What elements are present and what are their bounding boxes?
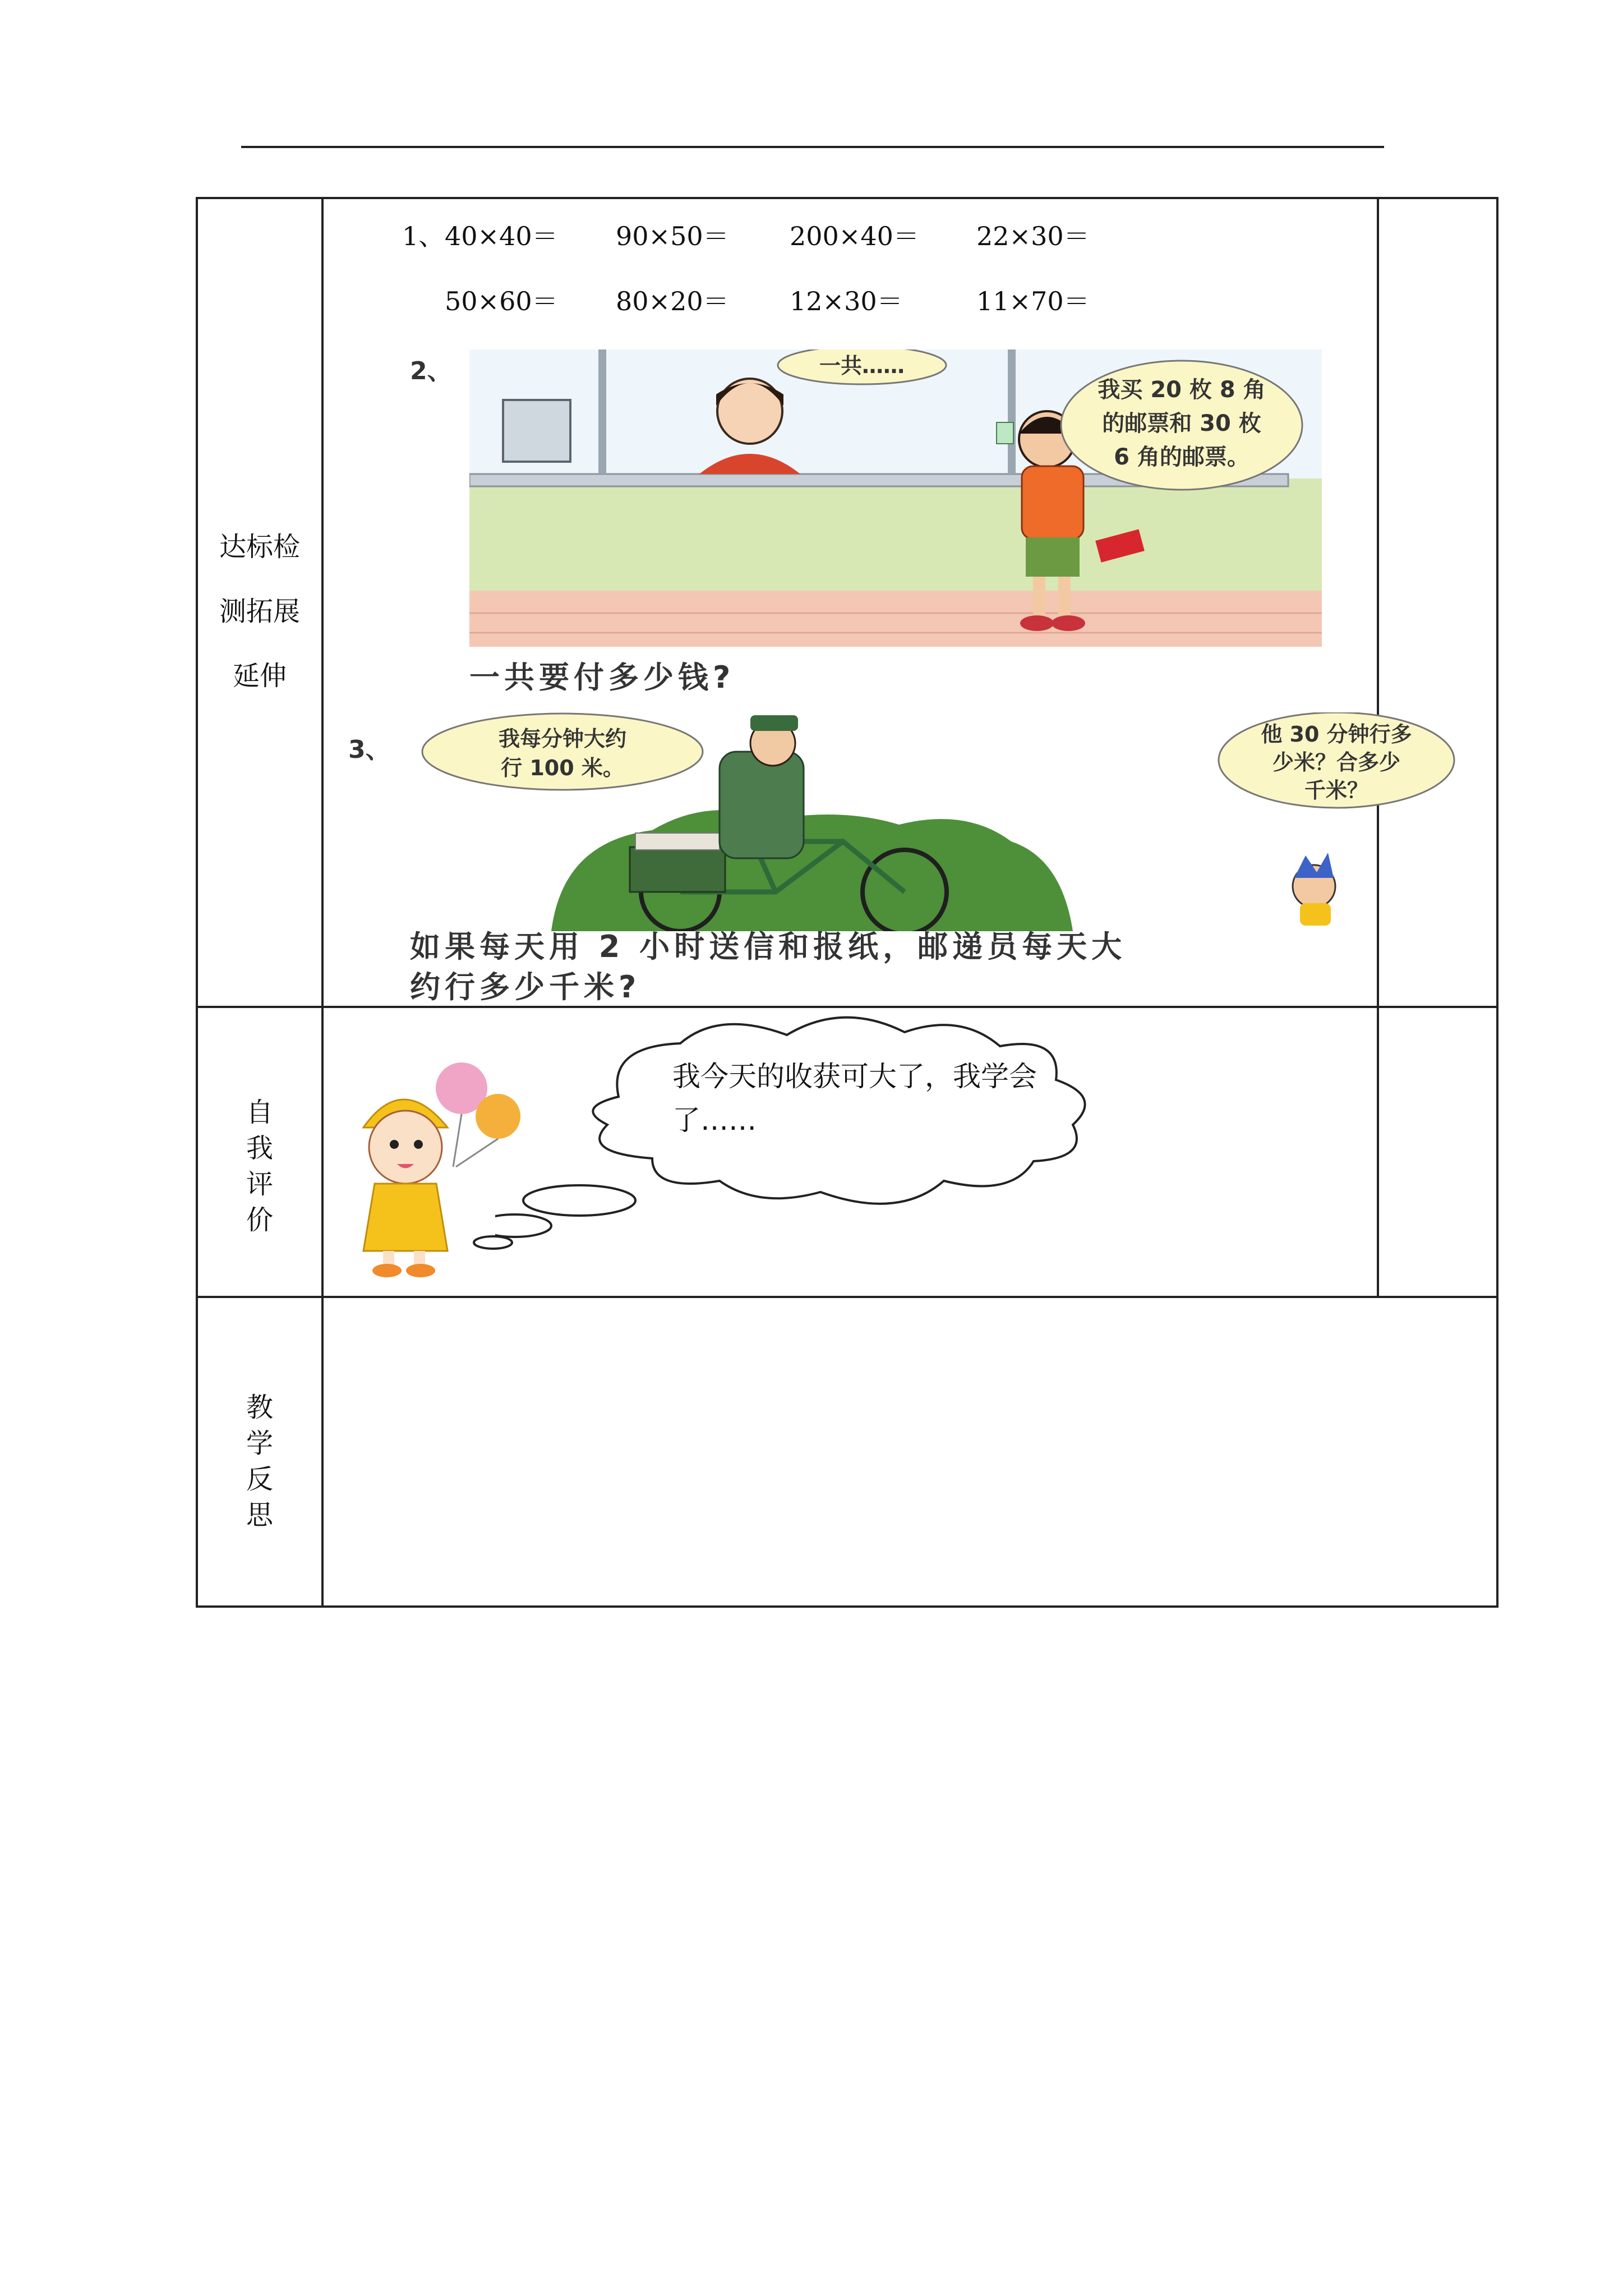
row-label-char: 思 (246, 1499, 273, 1531)
postman-bubble-line: 行 100 米。 (501, 756, 624, 780)
row-label-char: 价 (246, 1204, 273, 1236)
header-rule (241, 146, 1384, 148)
thought-trail (467, 1231, 546, 1254)
row-divider-2 (198, 1296, 1496, 1298)
postman-body (720, 752, 804, 858)
expression: 12×30＝ (790, 286, 903, 316)
boy-shorts (1026, 537, 1080, 577)
exercise-1-number: 1、 (402, 221, 445, 251)
floor (469, 591, 1322, 647)
col-divider-1 (321, 199, 324, 1605)
newspapers (635, 833, 720, 850)
expression: 50×60＝ (445, 286, 558, 316)
row-label-line: 延伸 (232, 660, 287, 692)
row-label-line: 达标检 (219, 531, 300, 563)
thought-dot-large (523, 1185, 635, 1216)
window-frame-right (1008, 349, 1016, 474)
mail-bag (630, 847, 725, 892)
exercise-2-question: 一共要付多少钱? (469, 660, 735, 695)
row-label-reflection (198, 1389, 321, 1533)
row-label-char: 教 (246, 1392, 273, 1423)
exercise-3-question-line1: 如果每天用 2 小时送信和报纸，邮递员每天大 (410, 929, 1127, 964)
boy-bubble-line: 6 角的邮票。 (1114, 444, 1249, 470)
row-label-char: 我 (246, 1133, 273, 1164)
postman-illustration (417, 712, 1471, 931)
row-label-line: 测拓展 (219, 596, 300, 627)
worksheet-table (196, 197, 1498, 1608)
girl-dress (363, 1184, 448, 1251)
exercise-3-number: 3、 (348, 735, 390, 764)
stamp-card (997, 422, 1013, 444)
clerk-bubble-text: 一共…… (819, 353, 905, 378)
row-label-char: 学 (246, 1428, 273, 1459)
kid-bubble-line: 千米？ (1304, 778, 1369, 803)
self-eval-cloud-text: 我今天的收获可大了，我学会了…… (672, 1060, 1037, 1137)
wall (469, 478, 1322, 591)
row-label-practice (198, 515, 321, 708)
expression: 22×30＝ (976, 221, 1090, 251)
row-label-char: 反 (246, 1464, 273, 1495)
postman-bubble-line: 我每分钟大约 (498, 726, 627, 751)
postman-cap (750, 715, 798, 731)
post-office-illustration (469, 349, 1322, 647)
expression: 200×40＝ (790, 221, 919, 251)
row-label-self-eval (198, 1094, 321, 1238)
expression: 11×70＝ (976, 286, 1090, 316)
expression: 40×40＝ (445, 221, 558, 251)
boy-bubble-line: 我买 20 枚 8 角 (1098, 377, 1266, 403)
kid-bubble-line: 少米？合多少 (1272, 750, 1401, 775)
boy-bubble-line: 的邮票和 30 枚 (1102, 411, 1261, 436)
boy-shirt (1022, 466, 1083, 539)
row-label-char: 评 (246, 1168, 273, 1200)
computer-icon (503, 400, 570, 462)
girl-face (369, 1111, 442, 1184)
kid-bubble-line: 他 30 分钟行多 (1261, 722, 1412, 747)
row-label-char: 自 (246, 1097, 273, 1128)
expression: 80×20＝ (616, 286, 729, 316)
exercise-3-question-line2: 约行多少千米? (410, 969, 641, 1005)
window-frame-left (598, 349, 606, 474)
row-divider-1 (198, 1006, 1496, 1008)
expression: 90×50＝ (616, 221, 729, 251)
exercise-2-number: 2、 (410, 357, 452, 385)
